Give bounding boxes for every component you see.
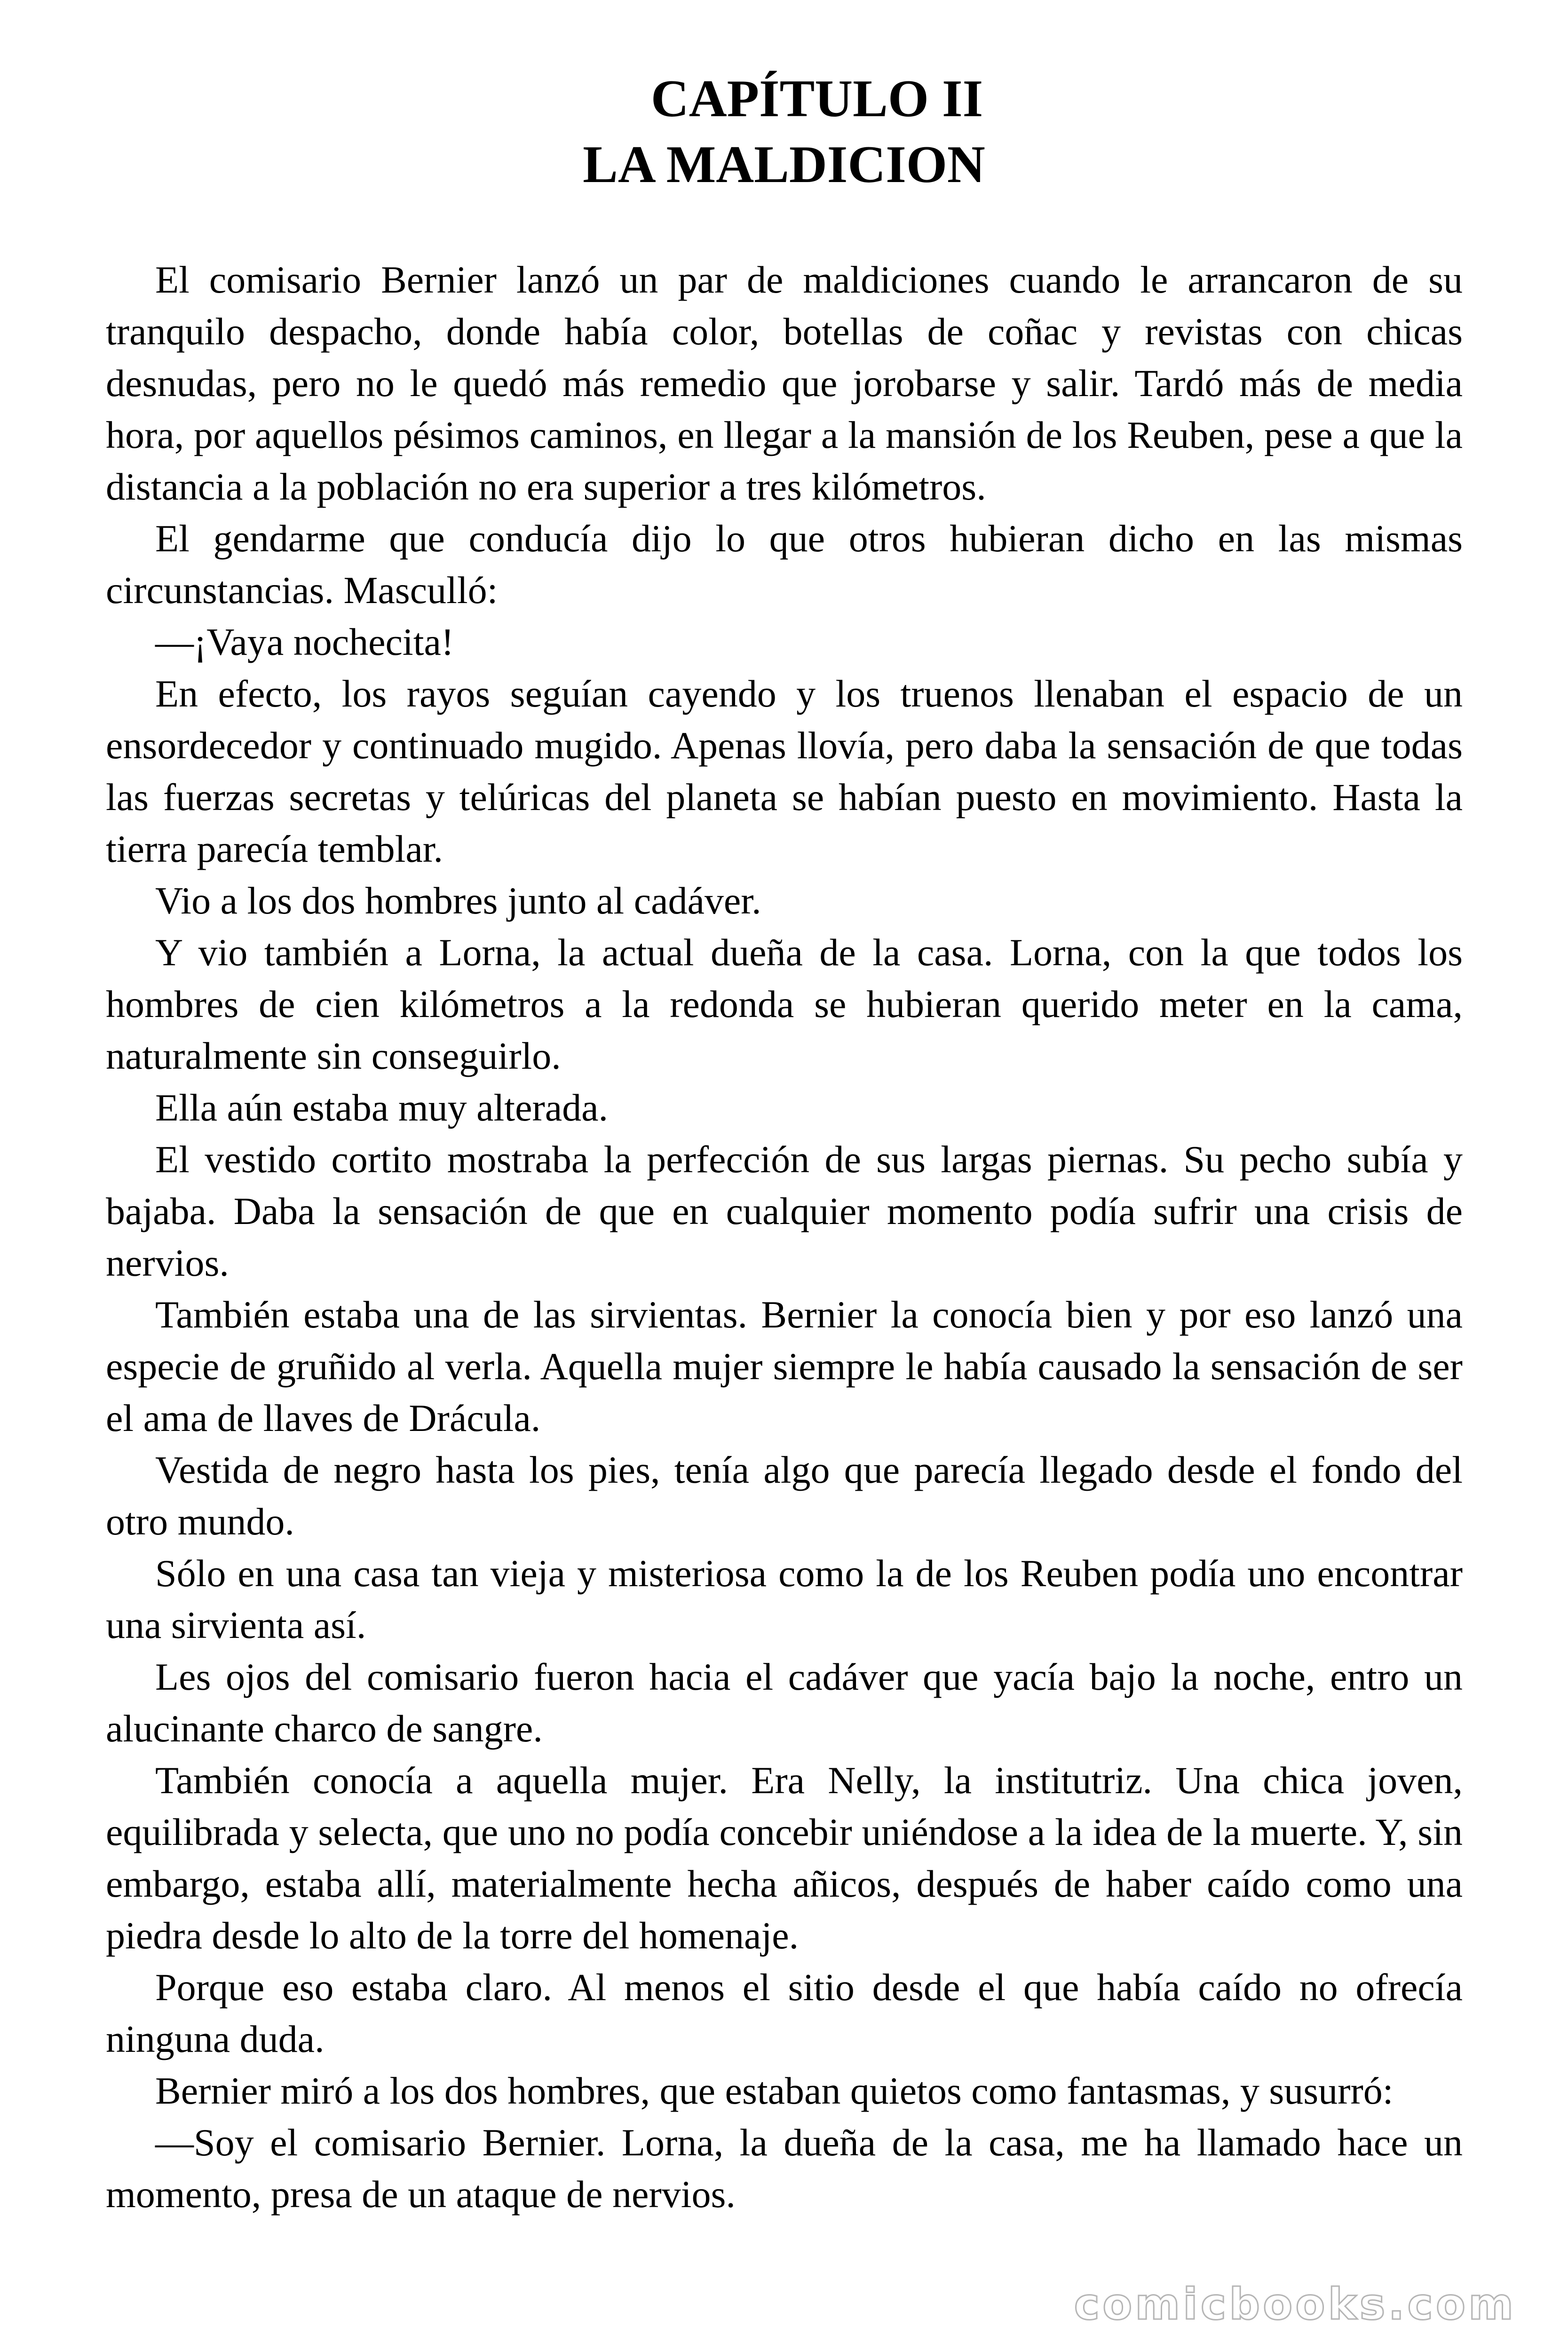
paragraph: Porque eso estaba claro. Al menos el sitio desde el que había caído no ofrecía ninguna duda. xyxy=(106,1966,1463,2060)
chapter-heading xyxy=(0,66,1568,198)
paragraph: Bernier miró a los dos hombres, que estaban quietos como fantasmas, y susurró: xyxy=(155,2069,1394,2112)
paragraph: El comisario Bernier lanzó un par de maldiciones cuando le arrancaron de su tranquilo despacho, donde había color, botellas de coñac y revistas con chicas desnudas, pero no le quedó más remedio que jorobarse y salir. Tardó más de media hora, por aquellos pésimos caminos, en llegar a la mansión de los Reuben, pese a que la distancia a la población no era superior a tres kilómetros. xyxy=(106,258,1463,508)
paragraph: Y vio también a Lorna, la actual dueña de la casa. Lorna, con la que todos los hombres de cien kilómetros a la redonda se hubieran querido meter en la cama, naturalmente sin conseguirlo. xyxy=(106,931,1463,1077)
paragraph: Les ojos del comisario fueron hacia el cadáver que yacía bajo la noche, entro un alucinante charco de sangre. xyxy=(106,1655,1463,1750)
paragraph: Vio a los dos hombres junto al cadáver. xyxy=(155,879,761,922)
paragraph: El gendarme que conducía dijo lo que otros hubieran dicho en las mismas circunstancias. Masculló: xyxy=(106,517,1463,612)
paragraph: Ella aún estaba muy alterada. xyxy=(155,1086,609,1129)
dialogue-line: —Soy el comisario Bernier. Lorna, la dueña de la casa, me ha llamado hace un momento, presa de un ataque de nervios. xyxy=(106,2121,1463,2216)
watermark: comicbooks.com xyxy=(1074,2279,1516,2329)
paragraph: Vestida de negro hasta los pies, tenía algo que parecía llegado desde el fondo del otro mundo. xyxy=(106,1448,1463,1543)
paragraph: También estaba una de las sirvientas. Bernier la conocía bien y por eso lanzó una especie de gruñido al verla. Aquella mujer siempre le había causado la sensación de ser el ama de llaves de Drácula. xyxy=(106,1293,1463,1439)
paragraph: En efecto, los rayos seguían cayendo y los truenos llenaban el espacio de un ensordecedor y continuado mugido. Apenas llovía, pero daba la sensación de que todas las fuerzas secretas y telúricas del planeta se habían puesto en movimiento. Hasta la tierra parecía temblar. xyxy=(106,672,1463,870)
dialogue-line: —¡Vaya nochecita! xyxy=(155,620,454,663)
paragraph: El vestido cortito mostraba la perfección de sus largas piernas. Su pecho subía y bajaba. Daba la sensación de que en cualquier momento podía sufrir una crisis de nervios. xyxy=(106,1138,1463,1284)
paragraph: También conocía a aquella mujer. Era Nelly, la institutriz. Una chica joven, equilibrada y selecta, que uno no podía concebir uniéndose a la idea de la muerte. Y, sin embargo, estaba allí, materialmente hecha añicos, después de haber caído como una piedra desde lo alto de la torre del homenaje. xyxy=(106,1759,1463,1957)
chapter-number: CAPÍTULO II xyxy=(650,70,983,128)
chapter-title: LA MALDICION xyxy=(583,135,985,194)
body-text xyxy=(106,254,1463,2220)
paragraph: Sólo en una casa tan vieja y misteriosa como la de los Reuben podía uno encontrar una sirvienta así. xyxy=(106,1552,1463,1646)
